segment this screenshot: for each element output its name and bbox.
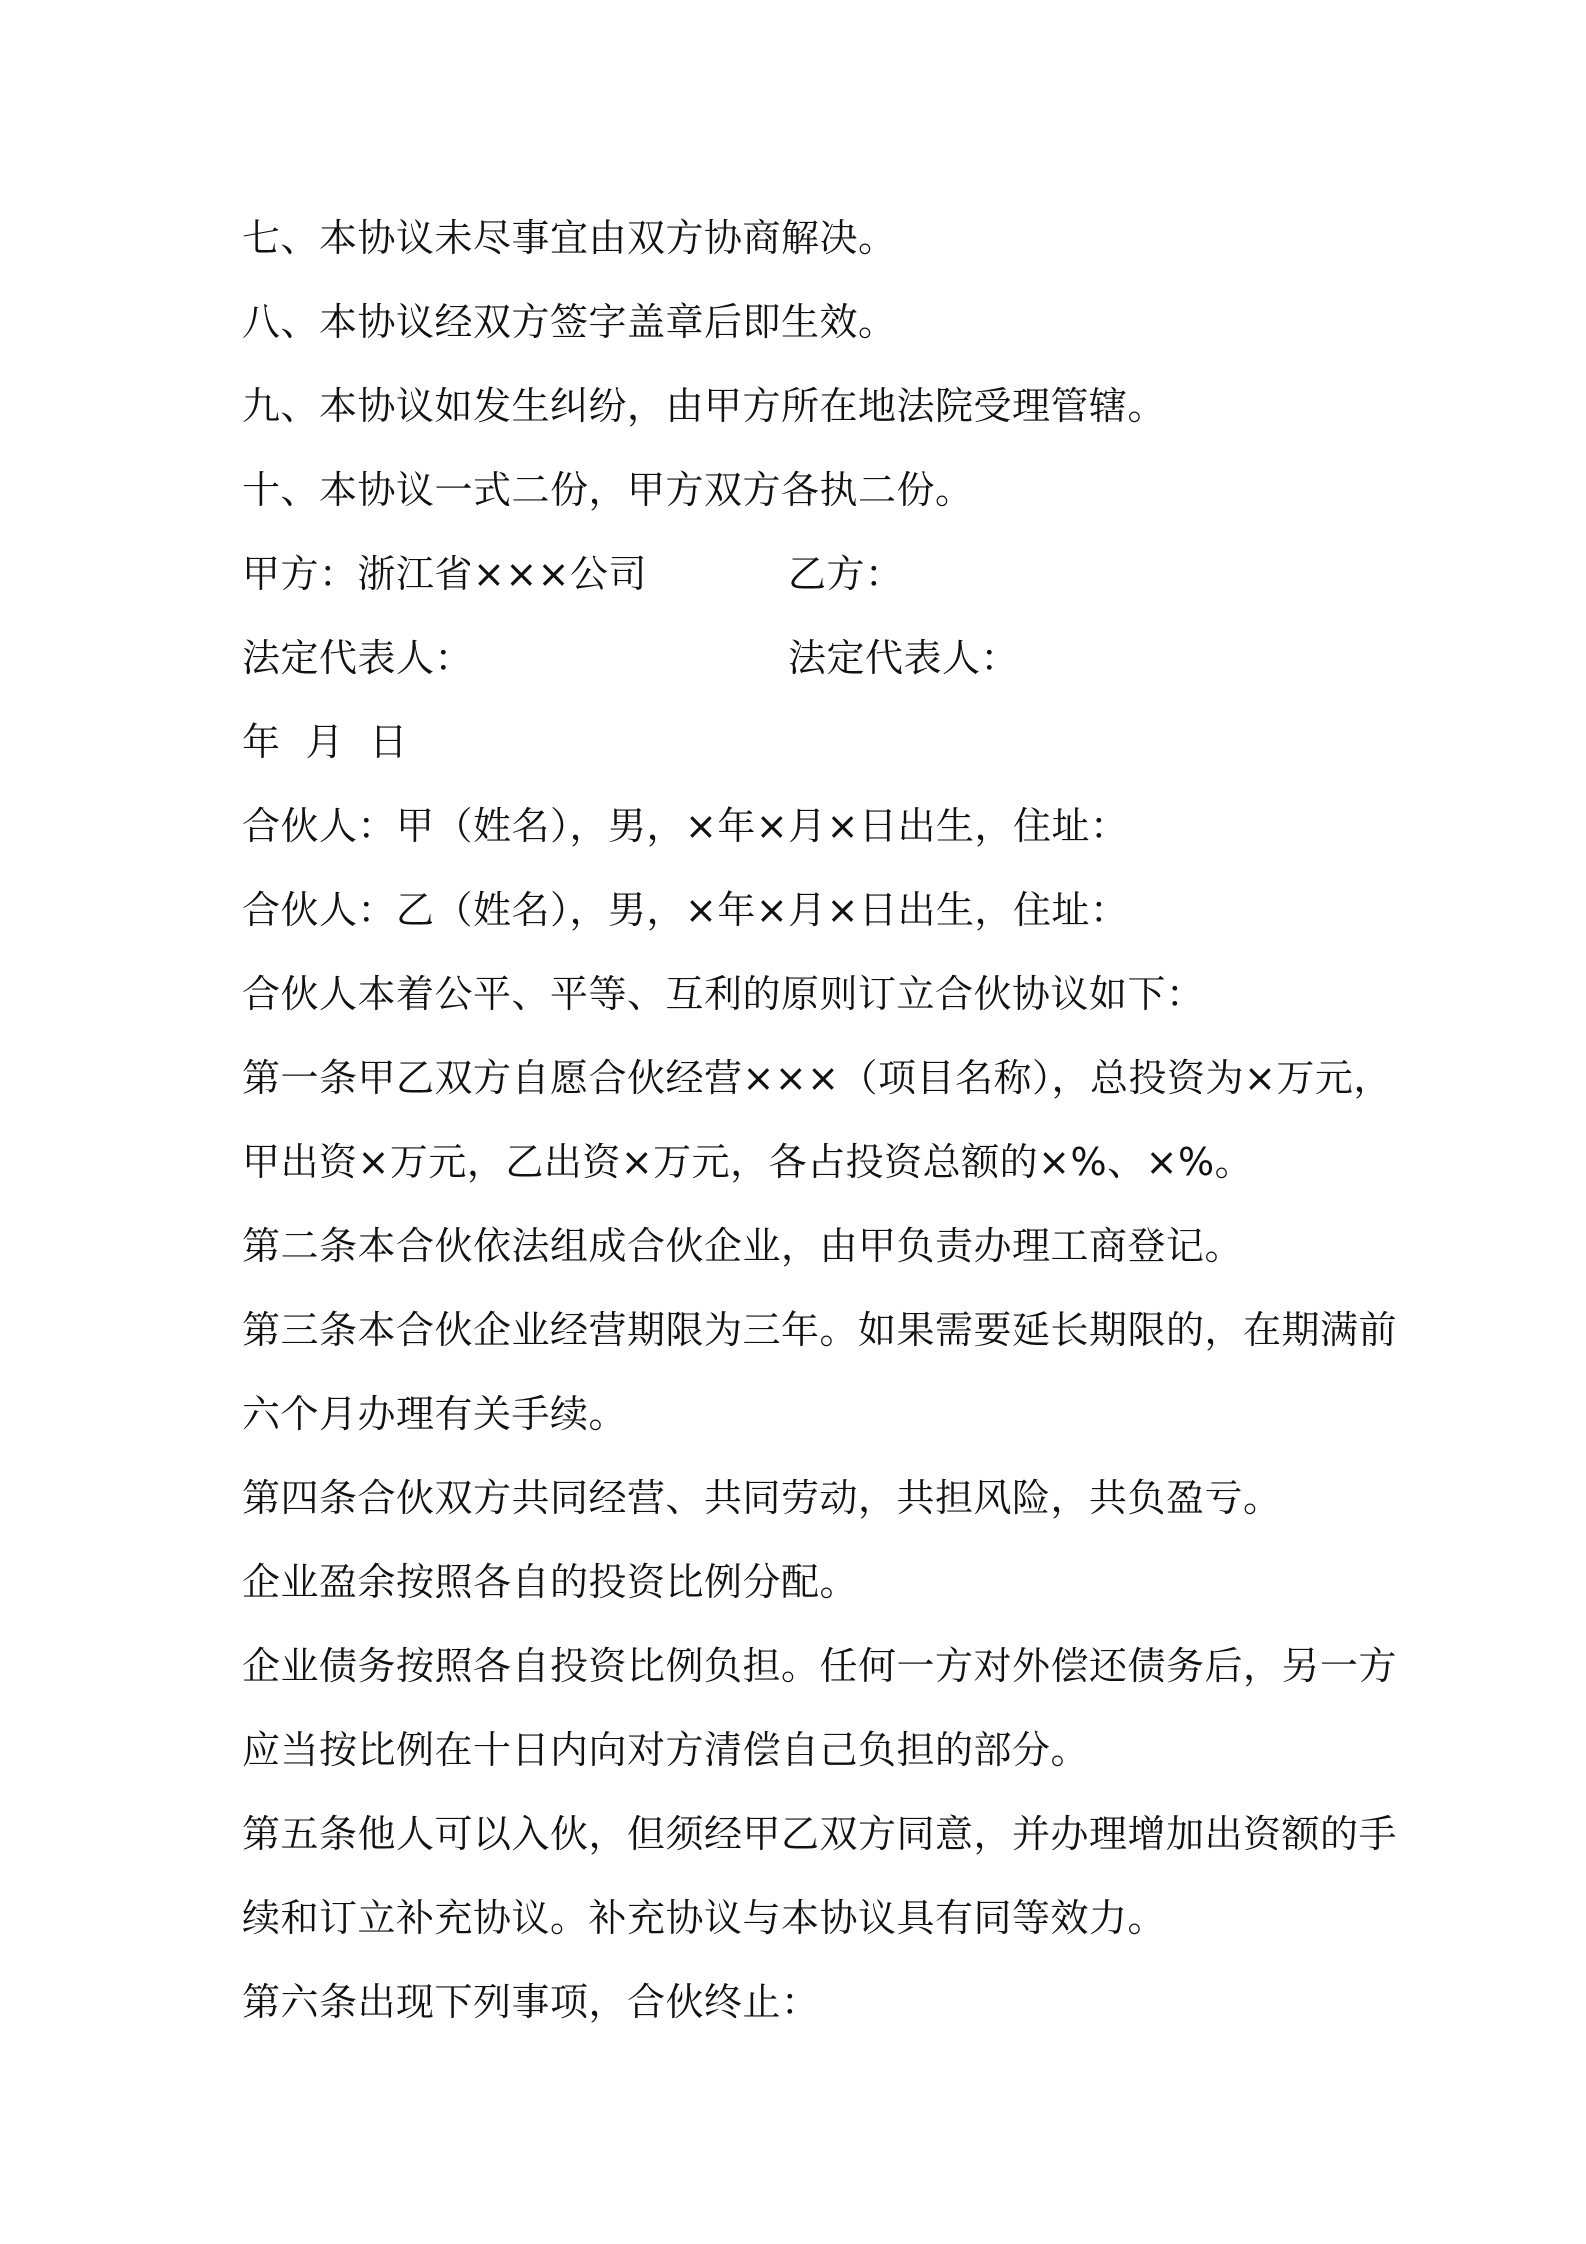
signature-party-row <box>242 532 1372 616</box>
agreement-preamble: 合伙人本着公平、平等、互利的原则订立合伙协议如下： <box>242 972 1205 1016</box>
article-four-debt-line-1: 企业债务按照各自投资比例负担。任何一方对外偿还债务后，另一方 <box>242 1644 1398 1688</box>
party-a-label: 甲方：浙江省×××公司 <box>242 552 648 596</box>
article-one-line-2: 甲出资×万元，乙出资×万元，各占投资总额的×%、×%。 <box>242 1140 1254 1184</box>
article-three-line-2: 六个月办理有关手续。 <box>242 1392 628 1436</box>
party-a-representative-label: 法定代表人： <box>242 636 474 680</box>
clause-eight: 八、本协议经双方签字盖章后即生效。 <box>242 300 897 344</box>
article-four: 第四条合伙双方共同经营、共同劳动，共担风险，共负盈亏。 <box>242 1476 1282 1520</box>
article-six: 第六条出现下列事项，合伙终止： <box>242 1980 820 2024</box>
partner-b-info: 合伙人：乙（姓名），男，×年×月×日出生，住址： <box>242 888 1129 932</box>
clause-nine: 九、本协议如发生纠纷，由甲方所在地法院受理管辖。 <box>242 384 1167 428</box>
article-five-line-1: 第五条他人可以入伙，但须经甲乙双方同意，并办理增加出资额的手 <box>242 1812 1398 1856</box>
article-three-line-1: 第三条本合伙企业经营期限为三年。如果需要延长期限的，在期满前 <box>242 1308 1398 1352</box>
document-body <box>242 196 1398 2044</box>
signature-representative-row <box>242 616 1372 700</box>
article-four-profit: 企业盈余按照各自的投资比例分配。 <box>242 1560 859 1604</box>
clause-seven: 七、本协议未尽事宜由双方协商解决。 <box>242 216 897 260</box>
party-b-representative-label: 法定代表人： <box>788 636 1020 680</box>
article-five-line-2: 续和订立补充协议。补充协议与本协议具有同等效力。 <box>242 1896 1167 1940</box>
signature-date: 年 月 日 <box>242 720 408 764</box>
party-b-label: 乙方： <box>788 552 904 596</box>
article-two: 第二条本合伙依法组成合伙企业，由甲负责办理工商登记。 <box>242 1224 1244 1268</box>
clause-ten: 十、本协议一式二份，甲方双方各执二份。 <box>242 468 974 512</box>
article-four-debt-line-2: 应当按比例在十日内向对方清偿自己负担的部分。 <box>242 1728 1090 1772</box>
partner-a-info: 合伙人：甲（姓名），男，×年×月×日出生，住址： <box>242 804 1129 848</box>
article-one-line-1: 第一条甲乙双方自愿合伙经营×××（项目名称），总投资为×万元， <box>242 1056 1392 1100</box>
